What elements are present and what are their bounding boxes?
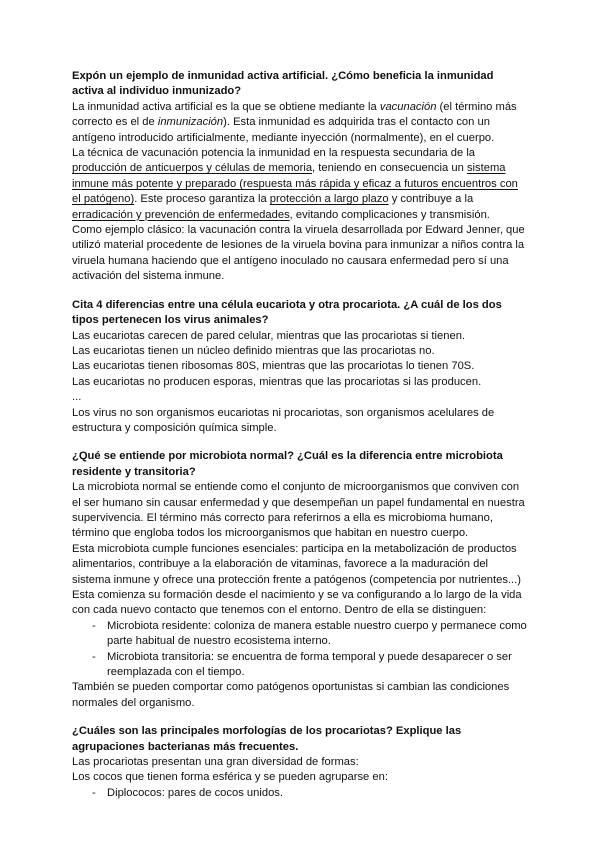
text-run: (el término más correcto es el de [72,100,517,129]
question-heading: Expón un ejemplo de inmunidad activa artificial. ¿Cómo beneficia la inmunidad activa al individuo inmunizado? [72,70,494,98]
list-item: - Microbiota transitoria: se encuentra de forma temporal y puede desaparecer o ser reemplazada con el tiempo. [92,650,528,681]
text-run: La inmunidad activa artificial es la que se obtiene mediante la [72,100,380,113]
question-heading: ¿Qué se entiende por microbiota normal? ¿Cuál es la diferencia entre microbiota residente y transitoria? [72,450,503,478]
question-heading: ¿Cuáles son las principales morfologías de los procariotas? Explique las agrupaciones bacterianas más frecuentes. [72,725,462,753]
text-run: , evitando complicaciones y transmisión. [289,208,490,221]
italic-term: vacunación [379,100,437,113]
paragraph: Los cocos que tienen forma esférica y se pueden agruparse en: [72,771,388,784]
paragraph: Esta microbiota cumple funciones esenciales: participa en la metabolización de productos alimentarios, contribuye a la elaboración de vitaminas, favorece a la maduración del sistema inmune y ofrece una protección frente a patógenos (competencia por nutrientes...) [72,542,521,586]
underlined-text: protección a largo plazo [269,193,389,206]
section-cell-differences [72,298,528,437]
section-microbiota [72,449,528,711]
underlined-text: erradicación y prevención de enfermedades [72,208,290,221]
question-heading: Cita 4 diferencias entre una célula eucariota y otra procariota. ¿A cuál de los dos tipos pertenecen los virus animales? [72,298,502,327]
paragraph [72,146,528,223]
italic-term: inmunización [157,116,224,129]
text-line: Las eucariotas carecen de pared celular, mientras que las procariotas si tienen. [72,329,466,342]
text-line: Las eucariotas tienen ribosomas 80S, mientras que las procariotas lo tienen 70S. [72,360,475,373]
paragraph: Las procariotas presentan una gran diversidad de formas: [72,756,359,769]
paragraph: Los virus no son organismos eucariotas ni procariotas, son organismos acelulares de estructura y composición química simple. [72,406,495,434]
paragraph: También se pueden comportar como patógenos oportunistas si cambian las condiciones normales del organismo. [72,681,510,709]
dash-list [72,786,528,801]
paragraph [72,100,528,146]
text-run: y contribuye a la [388,193,474,206]
paragraph: La microbiota normal se entiende como el conjunto de microorganismos que conviven con el ser humano sin causar enfermedad y que desempeñan un papel fundamental en nuestra supervivencia. El término más correcto para referirnos a ella es microbioma humano, término que engloba todos los microorganismos que habitan en nuestro cuerpo. [72,481,525,540]
text-run: . Este proceso garantiza la [134,193,270,206]
text-line: Las eucariotas tienen un núcleo definido mientras que las procariotas no. [72,344,435,357]
text-run: ). Esta inmunidad es adquirida tras el contacto con un antígeno introducido artificialmente, mediante inyección (normalmente), en el cuerpo. [72,116,495,144]
underlined-text: sistema inmune más potente y preparado (respuesta más rápida y eficaz a futuros encuentros con el patógeno) [72,162,518,206]
paragraph: Como ejemplo clásico: la vacunación contra la viruela desarrollada por Edward Jenner, que utilizó material procedente de lesiones de la viruela bovina para inmunizar a niños contra la viruela humana haciendo que el antígeno inoculado no causara enfermedad pero sí una activación del sistema inmune. [72,224,525,283]
underlined-text: producción de anticuerpos y células de memoria [72,162,313,175]
text-line: ... [72,391,82,404]
section-morphology [72,724,528,801]
list-item: - Diplococos: pares de cocos unidos. [92,786,528,801]
text-run: , teniendo en consecuencia un [312,162,467,175]
dash-list [72,619,528,681]
text-run: La técnica de vacunación potencia la inmunidad en la respuesta secundaria de la [72,147,476,160]
text-line: Las eucariotas no producen esporas, mientras que las procariotas si las producen. [72,375,482,388]
paragraph: Esta comienza su formación desde el nacimiento y se va configurando a lo largo de la vida con cada nuevo contacto que tenemos con el entorno. Dentro de ella se distinguen: [72,589,522,617]
list-item: - Microbiota residente: coloniza de manera estable nuestro cuerpo y permanece como parte habitual de nuestro ecosistema interno. [92,619,528,650]
section-active-immunity [72,69,528,285]
